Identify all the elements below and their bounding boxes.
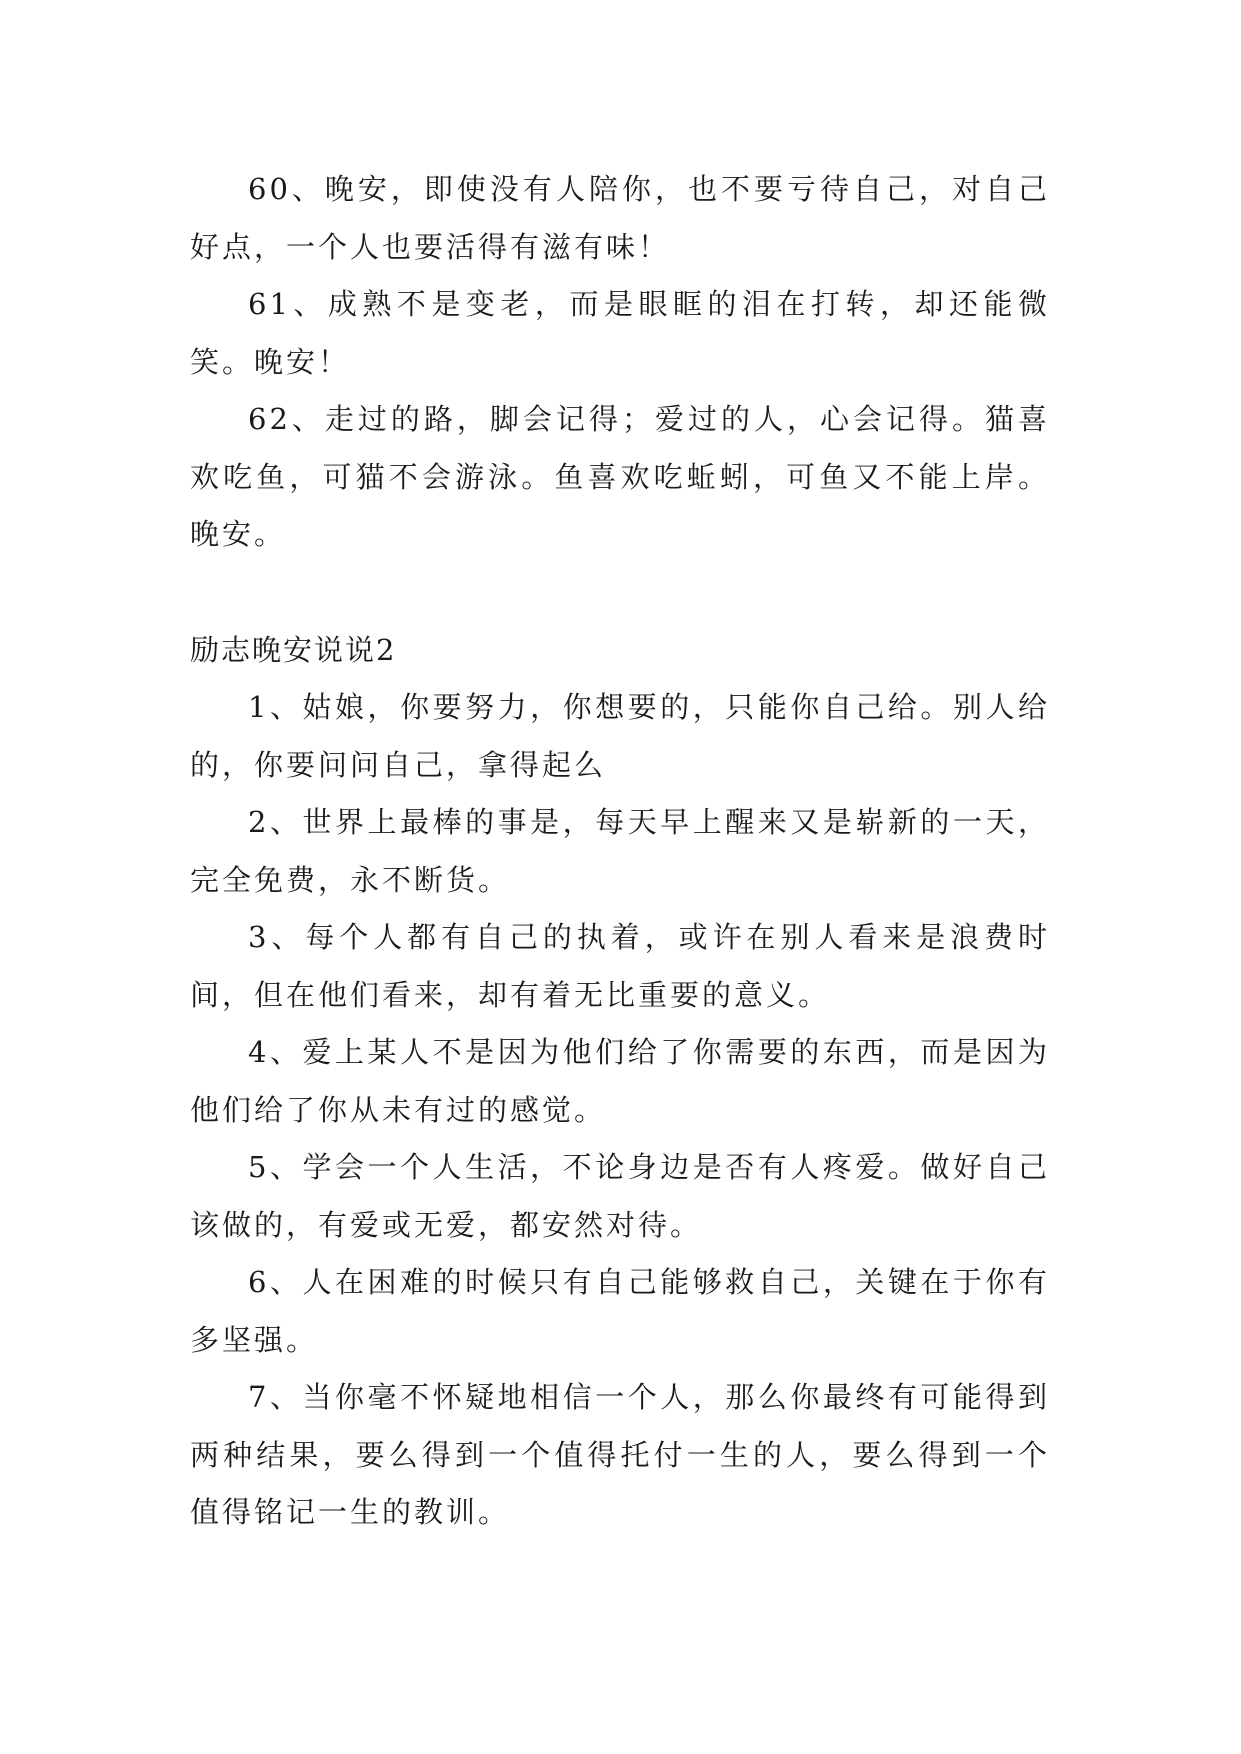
paragraph-item-2: 2、世界上最棒的事是，每天早上醒来又是崭新的一天，完全免费，永不断货。 <box>190 805 1050 897</box>
paragraph-item-5: 5、学会一个人生活，不论身边是否有人疼爱。做好自己该做的，有爱或无爱，都安然对待。 <box>190 1150 1050 1242</box>
paragraph-item-4: 4、爱上某人不是因为他们给了你需要的东西，而是因为他们给了你从未有过的感觉。 <box>190 1035 1050 1127</box>
paragraph-item-6: 6、人在困难的时候只有自己能够救自己，关键在于你有多坚强。 <box>190 1265 1050 1357</box>
section-heading: 励志晚安说说2 <box>190 632 397 667</box>
paragraph-item-1: 1、姑娘，你要努力，你想要的，只能你自己给。别人给的，你要问问自己，拿得起么 <box>190 690 1050 782</box>
paragraph-item-60: 60、晚安，即使没有人陪你，也不要亏待自己，对自己好点，一个人也要活得有滋有味！ <box>190 172 1050 264</box>
section-spacer <box>190 564 1050 622</box>
paragraph-item-7: 7、当你毫不怀疑地相信一个人，那么你最终有可能得到两种结果，要么得到一个值得托付一生的人，要么得到一个值得铭记一生的教训。 <box>190 1380 1050 1529</box>
paragraph-item-3: 3、每个人都有自己的执着，或许在别人看来是浪费时间，但在他们看来，却有着无比重要的意义。 <box>190 920 1050 1012</box>
paragraph-item-61: 61、成熟不是变老，而是眼眶的泪在打转，却还能微笑。晚安！ <box>190 287 1050 379</box>
document-body <box>190 161 1050 1542</box>
paragraph-item-62: 62、走过的路，脚会记得；爱过的人，心会记得。猫喜欢吃鱼，可猫不会游泳。鱼喜欢吃蚯蚓，可鱼又不能上岸。晚安。 <box>190 402 1050 551</box>
